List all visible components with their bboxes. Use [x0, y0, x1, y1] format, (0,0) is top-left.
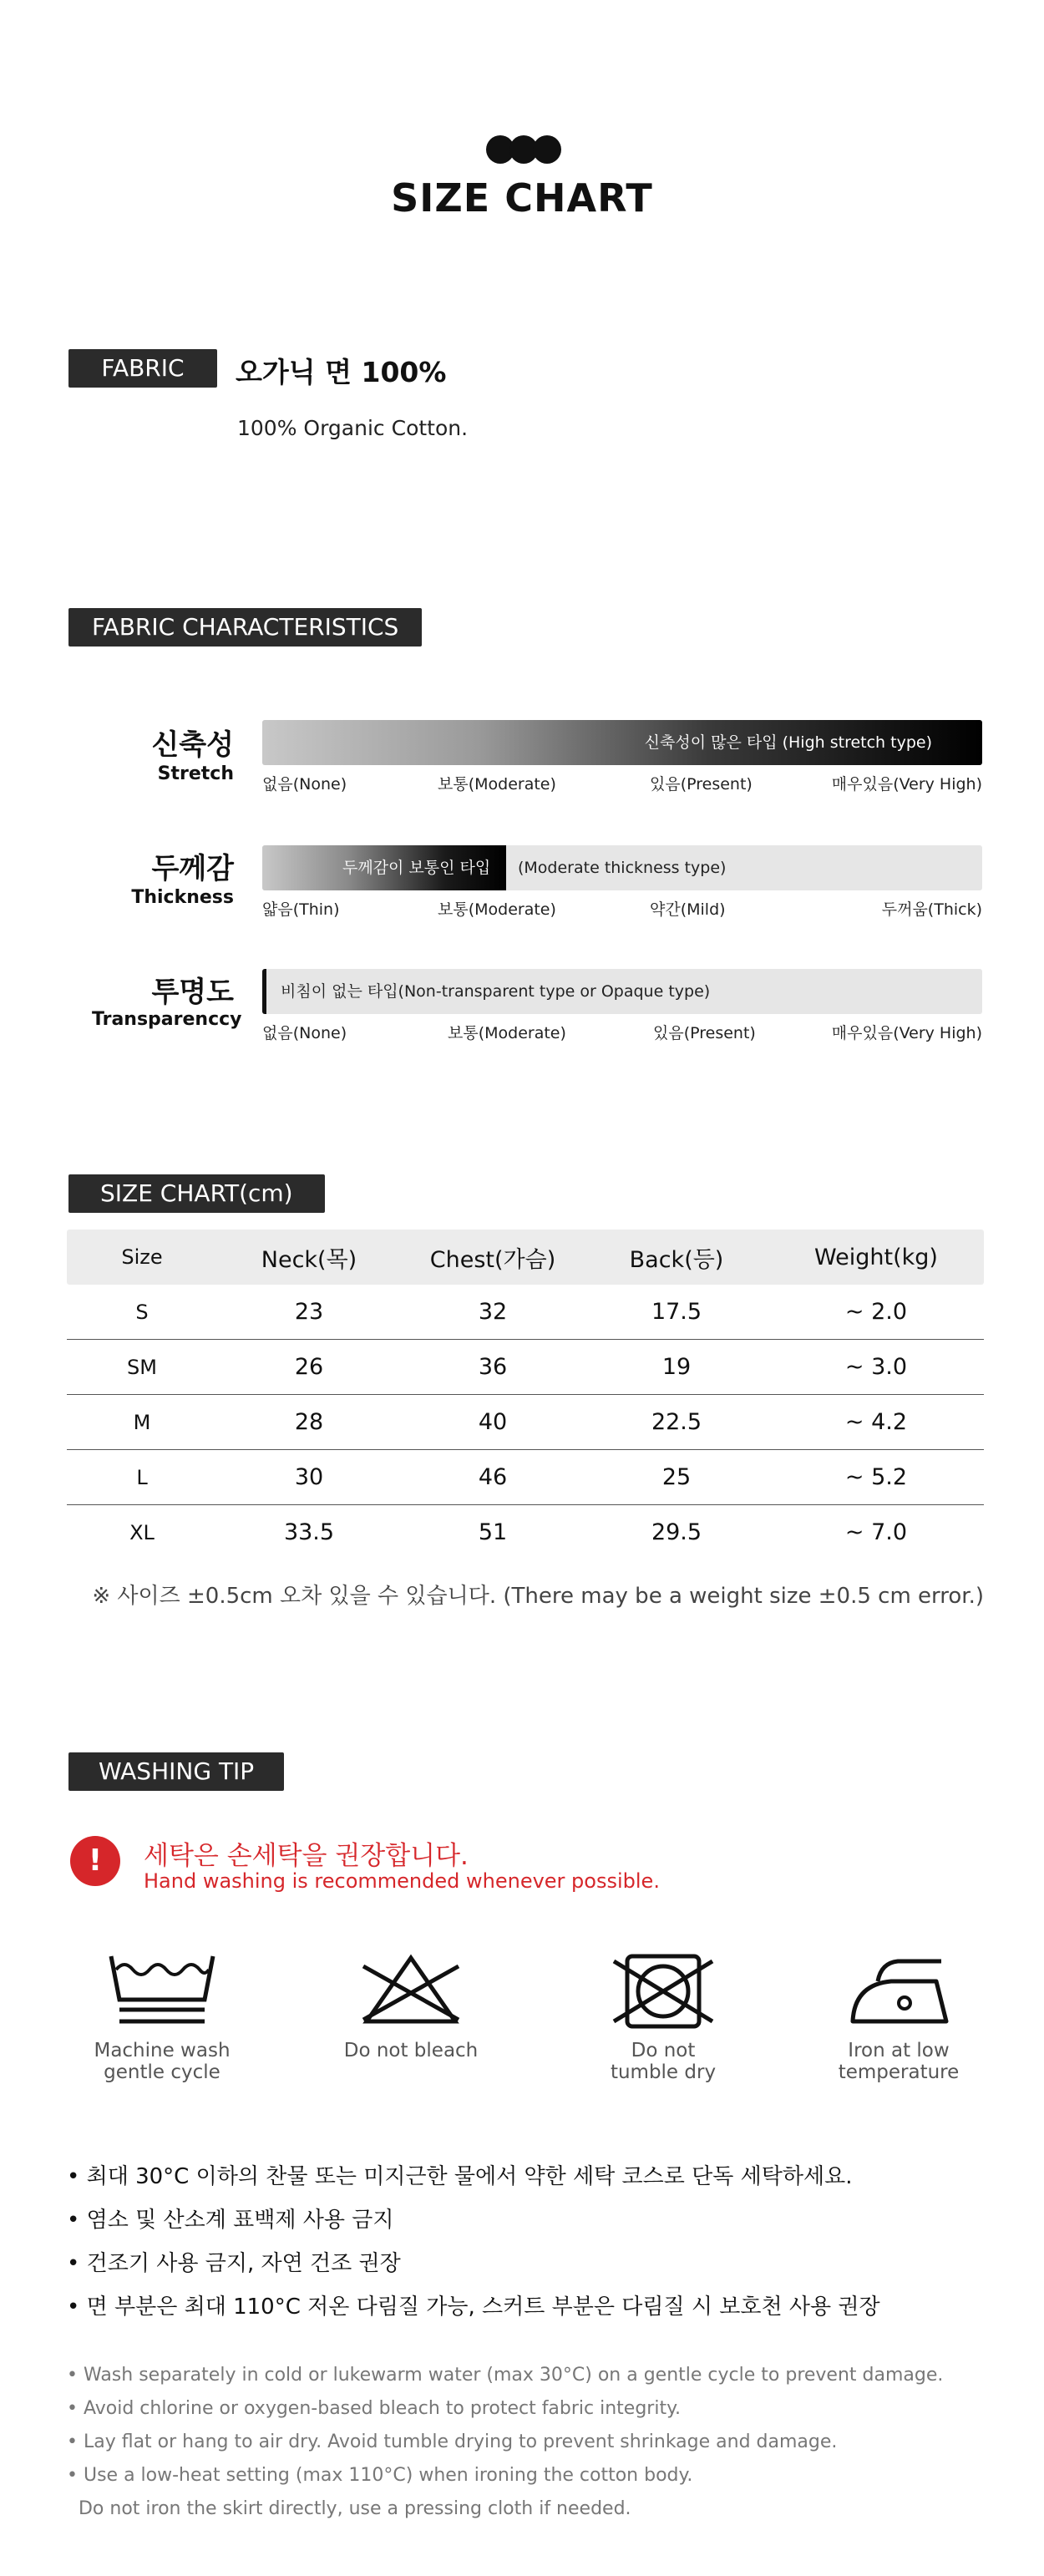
- table-cell: 33.5: [283, 1519, 335, 1545]
- scale-label: 약간(Mild): [650, 900, 726, 919]
- warning-text-ko: 세탁은 손세탁을 권장합니다.: [144, 1841, 469, 1871]
- stretch-label-ko: 신축성: [151, 728, 234, 762]
- table-row: [67, 1340, 984, 1395]
- stretch-bar-text: 신축성이 많은 타입 (High stretch type): [644, 733, 932, 752]
- fabric-tag: FABRIC: [68, 349, 217, 388]
- table-cell: 32: [478, 1299, 508, 1325]
- table-cell: M: [133, 1410, 151, 1434]
- column-header: Chest(가슴): [429, 1246, 556, 1273]
- washing-tip-tag: WASHING TIP: [68, 1752, 284, 1791]
- tips-ko-list: [67, 2160, 880, 2334]
- list-item: • Wash separately in cold or lukewarm water (max 30°C) on a gentle cycle to prevent damage.: [67, 2365, 944, 2386]
- scale-label: 있음(Present): [650, 775, 753, 794]
- scale-label: 매우있음(Very High): [831, 775, 982, 794]
- table-cell: ~ 3.0: [844, 1354, 908, 1380]
- column-header: Weight(kg): [814, 1244, 938, 1270]
- iron-low-icon: [844, 1951, 953, 2031]
- table-cell: 26: [294, 1354, 324, 1380]
- table-header: [67, 1230, 984, 1285]
- do-not-tumble-dry-icon: [609, 1951, 717, 2031]
- table-cell: L: [136, 1465, 148, 1489]
- scale-label: 얇음(Thin): [262, 900, 340, 919]
- table-cell: S: [135, 1300, 149, 1324]
- warning-icon: !: [70, 1836, 120, 1886]
- table-cell: ~ 5.2: [844, 1464, 908, 1490]
- icon-label: tumble dry: [610, 2061, 717, 2083]
- stretch-scale: [262, 772, 982, 795]
- stretch-label-en: Stretch: [157, 763, 234, 784]
- table-cell: 25: [661, 1464, 692, 1490]
- table-cell: 30: [294, 1464, 324, 1490]
- machine-wash-gentle-icon: [108, 1951, 216, 2031]
- table-cell: 46: [478, 1464, 508, 1490]
- list-item: • Avoid chlorine or oxygen-based bleach to protect fabric integrity.: [67, 2398, 681, 2419]
- size-table: [67, 1230, 984, 1559]
- page-title: SIZE CHART: [391, 175, 653, 221]
- icon-label: Machine wash: [94, 2040, 231, 2061]
- fabric-characteristics-tag: FABRIC CHARACTERISTICS: [68, 608, 422, 647]
- icon-label: temperature: [838, 2061, 960, 2083]
- thickness-label-ko: 두께감: [151, 852, 234, 885]
- table-cell: 29.5: [651, 1519, 702, 1545]
- column-header: Neck(목): [261, 1246, 357, 1273]
- table-row: [67, 1395, 984, 1450]
- table-row: [67, 1505, 984, 1559]
- scale-label: 보통(Moderate): [438, 900, 556, 919]
- column-header: Back(등): [629, 1246, 724, 1273]
- scale-label: 두꺼움(Thick): [881, 900, 982, 919]
- table-row: [67, 1450, 984, 1505]
- table-cell: XL: [129, 1520, 155, 1544]
- table-cell: 28: [294, 1409, 324, 1435]
- transparency-bar: [262, 969, 982, 1014]
- icon-label: Do not bleach: [343, 2040, 479, 2061]
- size-error-note: ※ 사이즈 ±0.5cm 오차 있을 수 있습니다. (There may be a weight size ±0.5 cm error.): [92, 1584, 984, 1609]
- table-cell: 51: [478, 1519, 508, 1545]
- logo-dots-icon: [486, 135, 561, 164]
- scale-label: 보통(Moderate): [448, 1024, 566, 1042]
- tips-en-list: [67, 2360, 943, 2528]
- scale-label: 없음(None): [262, 1024, 347, 1042]
- care-do-not-tumble-dry: [580, 1951, 747, 2083]
- list-item: • 건조기 사용 금지, 자연 건조 권장: [67, 2251, 401, 2276]
- table-cell: ~ 7.0: [844, 1519, 908, 1545]
- transparency-label-ko: 투명도: [151, 976, 234, 1009]
- table-cell: 19: [661, 1354, 692, 1380]
- transparency-scale: [262, 1021, 982, 1044]
- thickness-bar-text-extra: (Moderate thickness type): [518, 859, 727, 877]
- scale-label: 있음(Present): [653, 1024, 756, 1042]
- care-machine-wash: [79, 1951, 246, 2083]
- icon-label: Iron at low: [848, 2040, 950, 2061]
- transparency-bar-text: 비침이 없는 타입(Non-transparent type or Opaque type): [281, 982, 711, 1001]
- list-item: • 면 부분은 최대 110°C 저온 다림질 가능, 스커트 부분은 다림질 시 보호천 사용 권장: [67, 2295, 880, 2320]
- list-item: • Lay flat or hang to air dry. Avoid tumble drying to prevent shrinkage and damage.: [67, 2431, 838, 2452]
- table-cell: 36: [478, 1354, 508, 1380]
- thickness-bar: [262, 845, 982, 890]
- table-cell: 23: [294, 1299, 324, 1325]
- icon-label: Do not: [631, 2040, 696, 2061]
- list-item: • 염소 및 산소계 표백제 사용 금지: [67, 2208, 394, 2233]
- table-cell: ~ 4.2: [844, 1409, 908, 1435]
- thickness-scale: [262, 897, 982, 920]
- do-not-bleach-icon: [357, 1951, 465, 2031]
- list-item: Do not iron the skirt directly, use a pressing cloth if needed.: [67, 2498, 631, 2519]
- thickness-label-en: Thickness: [131, 887, 234, 908]
- list-item: • Use a low-heat setting (max 110°C) when ironing the cotton body.: [67, 2465, 693, 2486]
- transparency-label-en: Transparenccy: [92, 1009, 242, 1030]
- list-item: • 최대 30°C 이하의 찬물 또는 미지근한 물에서 약한 세탁 코스로 단독 세탁하세요.: [67, 2164, 853, 2189]
- icon-label: gentle cycle: [104, 2061, 220, 2083]
- scale-label: 매우있음(Very High): [831, 1024, 982, 1042]
- size-chart-tag: SIZE CHART(cm): [68, 1174, 325, 1213]
- scale-label: 없음(None): [262, 775, 347, 794]
- stretch-bar: [262, 720, 982, 765]
- table-cell: SM: [127, 1355, 157, 1379]
- transparency-bar-fill: [262, 969, 266, 1014]
- care-do-not-bleach: [327, 1951, 494, 2061]
- column-header: Size: [121, 1245, 163, 1269]
- warning-text-en: Hand washing is recommended whenever possible.: [144, 1869, 660, 1893]
- thickness-bar-text: 두께감이 보통인 타입: [342, 859, 491, 877]
- fabric-description: 100% Organic Cotton.: [237, 416, 469, 440]
- scale-label: 보통(Moderate): [438, 775, 556, 794]
- table-cell: 17.5: [651, 1299, 702, 1325]
- table-cell: 40: [478, 1409, 508, 1435]
- table-cell: 22.5: [651, 1409, 702, 1435]
- care-iron-low: [815, 1951, 982, 2083]
- fabric-name: 오가닉 면 100%: [236, 356, 447, 388]
- table-row: [67, 1285, 984, 1340]
- table-cell: ~ 2.0: [844, 1299, 908, 1325]
